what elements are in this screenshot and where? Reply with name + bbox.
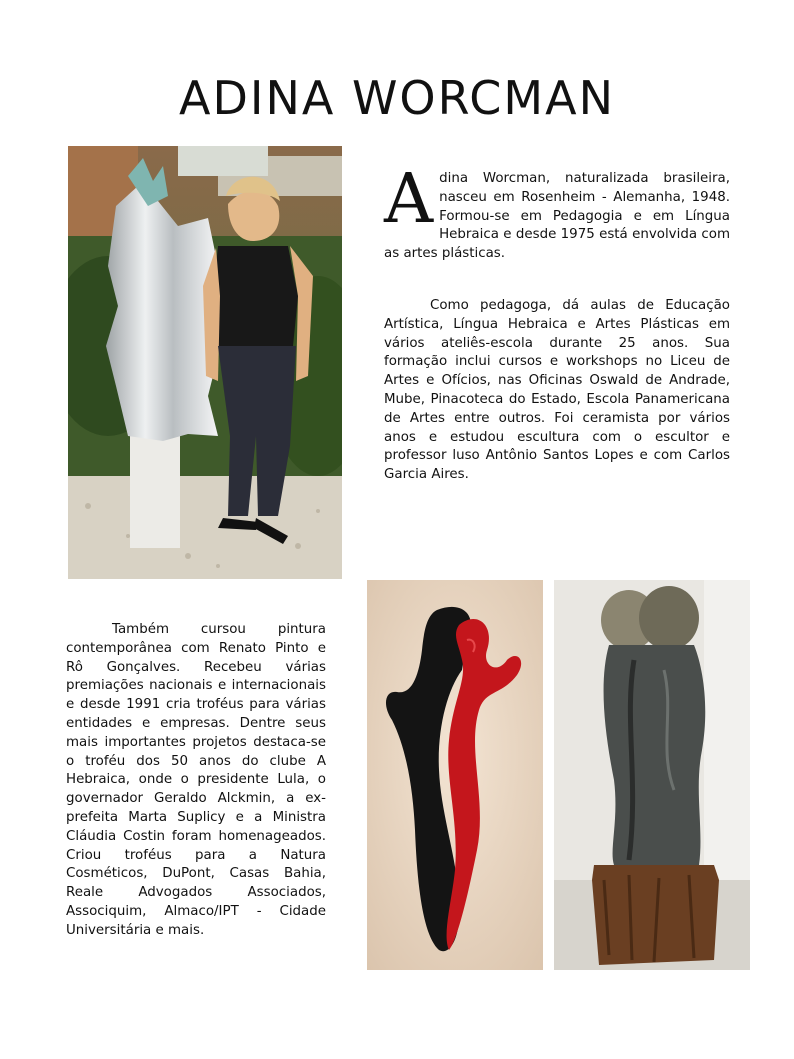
red-black-sculpture-photo: [367, 580, 543, 970]
intro-text: dina Worcman, naturalizada brasileira, nasceu em Rosenheim - Alemanha, 1948. Formou-se em Pedagogia e em Língua Hebraica e desde 1975 está envolvida com as artes plásticas.: [384, 171, 730, 262]
drop-cap: A: [384, 160, 434, 239]
paragraph-career-text: Também cursou pintura contemporânea com Renato Pinto e Rô Gonçalves. Recebeu várias premiações nacionais e internacionais e desde 1991 cria troféus para várias entidades e empresas. Dentre seus mais importantes projetos destaca-se o troféu dos 50 anos do clube A Hebraica, onde o presidente Lula, o governador Geraldo Alckmin, a ex-prefeita Marta Suplicy e a Ministra Cláudia Costin foram homenageados. Criou troféus para a Natura Cosméticos, DuPont, Casas Bahia, Reale Advogados Associados, Associquim, Almaco/IPT - Cidade Universitária e mais.: [66, 622, 326, 938]
paragraph-education-text: Como pedagoga, dá aulas de Educação Artística, Língua Hebraica e Artes Plásticas em vários ateliês-escola durante 25 anos. Sua formação inclui cursos e workshops no Liceu de Artes e Ofícios, nas Oficinas Oswald de Andrade, Mube, Pinacoteca do Estado, Escola Panamericana de Artes entre outros. Foi ceramista por vários anos e estudou escultura com o escultor e professor luso Antônio Santos Lopes e com Carlos Garcia Aires.: [384, 298, 730, 483]
artist-photo: [68, 146, 342, 579]
paragraph-education: [384, 297, 730, 485]
bronze-sculpture-photo: [554, 580, 750, 970]
paragraph-career: [66, 621, 326, 941]
page-title: ADINA WORCMAN: [178, 70, 615, 125]
intro-paragraph: [384, 160, 730, 264]
